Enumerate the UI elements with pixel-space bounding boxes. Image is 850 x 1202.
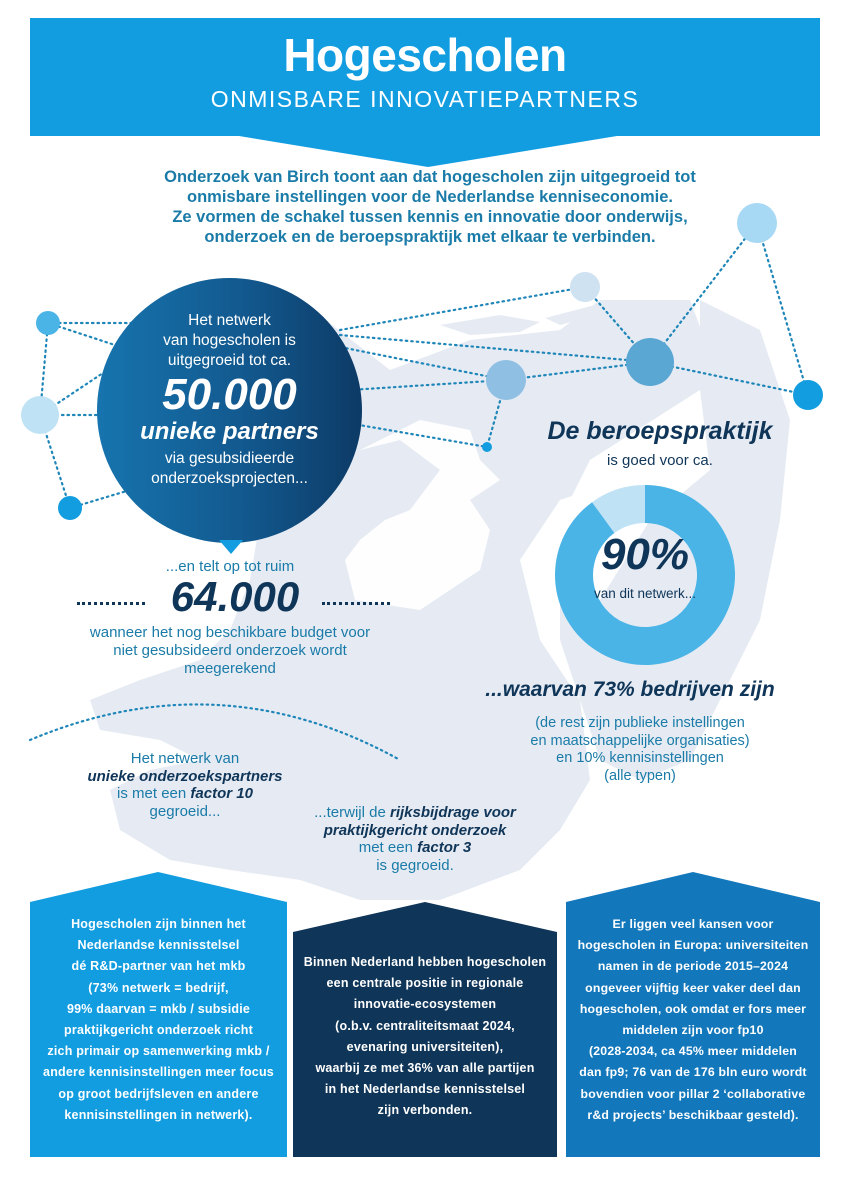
caption-line: wanneer het nog beschikbare budget voor <box>89 624 371 641</box>
growth-line: is met een factor 10 <box>117 785 253 802</box>
growth-line: gegroeid... <box>149 802 221 820</box>
circle-pointer <box>219 540 243 554</box>
growth-funding-text <box>305 804 525 874</box>
page-title: Hogescholen <box>283 29 567 81</box>
business-share-line: ...waarvan 73% bedrijven zijn <box>485 678 775 701</box>
intro-line: onderzoek en de beroepspraktijk met elkaar te verbinden. <box>204 228 656 246</box>
intro-line: onmisbare instellingen voor de Nederlandse kenniseconomie. <box>187 188 673 206</box>
growth-highlight: praktijkgericht onderzoek <box>323 821 507 839</box>
extended-count: 64.000 <box>170 573 300 620</box>
circle-line: onderzoeksprojecten... <box>151 470 308 487</box>
extended-caption <box>70 624 390 678</box>
info-box-text: Hogescholen zijn binnen het Nederlandse kennisstelsel dé R&D-partner van het mkb (73% netwerk = bedrijf, 99% daarvan = mkb / subsidie praktijkgericht onderzoek richt zich primair op samenwerking mkb / andere kennisinstellingen meer focus op groot bedrijfsleven en andere kennisinstellingen in netwerk). <box>43 917 274 1122</box>
network-node <box>486 360 526 400</box>
partners-count: 50.000 <box>162 370 297 419</box>
network-node <box>793 380 823 410</box>
caption-line: meegerekend <box>184 660 276 677</box>
growth-line: met een factor 3 <box>358 839 472 856</box>
dotted-divider-right <box>322 602 390 605</box>
growth-line: Het netwerk van <box>130 750 240 767</box>
practice-percent-caption: van dit netwerk... <box>593 586 697 601</box>
network-node <box>482 442 492 452</box>
network-node <box>570 272 600 302</box>
circle-line: via gesubsidieerde <box>164 450 295 467</box>
circle-line: uitgegroeid tot ca. <box>167 352 292 369</box>
growth-factor: factor 10 <box>190 785 253 802</box>
info-box-mkb <box>30 872 287 1157</box>
info-box-text: Er liggen veel kansen voor hogescholen in Europa: universiteiten namen in de periode 2015–2024 ongeveer vijftig keer vaker deel dan hogescholen, ook omdat er fors meer middelen zijn voor fp10 (2028-2034, ca 45% meer middelen dan fp9; 76 van de 176 bln euro wordt bovendien voor pillar 2 ‘collaborative r&d projects’ beschikbaar gesteld). <box>577 917 809 1122</box>
caption-line: niet gesubsideerd onderzoek wordt <box>113 642 347 659</box>
info-box-regional <box>293 902 557 1157</box>
growth-factor: factor 3 <box>417 839 472 856</box>
info-box-europe <box>566 872 820 1157</box>
dotted-divider-left <box>77 602 145 605</box>
network-node <box>36 311 60 335</box>
partners-label: unieke partners <box>140 418 319 445</box>
intro-paragraph <box>130 167 730 247</box>
note-line: (de rest zijn publieke instellingen <box>535 715 745 731</box>
intro-line: Onderzoek van Birch toont aan dat hogescholen zijn uitgegroeid tot <box>164 168 696 186</box>
note-line: en 10% kennisinstellingen <box>556 750 724 766</box>
growth-highlight: unieke onderzoekspartners <box>87 767 283 785</box>
growth-highlight: rijksbijdrage voor <box>389 804 516 821</box>
practice-subheading: is goed voor ca. <box>607 452 713 469</box>
circle-line: Het netwerk <box>188 312 271 329</box>
practice-note <box>470 715 810 785</box>
growth-network-text <box>75 750 295 820</box>
extended-intro: ...en telt op tot ruim <box>165 558 295 575</box>
note-line: en maatschappelijke organisaties) <box>530 732 750 749</box>
network-node <box>21 396 59 434</box>
header-banner-pointer <box>233 135 623 167</box>
practice-percent: 90% <box>600 530 690 579</box>
network-node <box>58 496 82 520</box>
circle-line: van hogescholen is <box>163 332 296 349</box>
practice-heading: De beroepspraktijk <box>547 417 773 445</box>
intro-line: Ze vormen de schakel tussen kennis en innovatie door onderwijs, <box>172 208 688 226</box>
note-line: (alle typen) <box>604 767 676 784</box>
page-subtitle: ONMISBARE INNOVATIEPARTNERS <box>210 86 640 112</box>
info-box-text: Binnen Nederland hebben hogescholen een centrale positie in regionale innovatie-ecosystemen (o.b.v. centraliteitsmaat 2024, evenaring universiteiten), waarbij ze met 36% van alle partijen in het Nederlandse kennisstelsel zijn verbonden. <box>303 955 547 1118</box>
growth-line: is gegroeid. <box>376 856 454 874</box>
network-node <box>737 203 777 243</box>
growth-line: ...terwijl de rijksbijdrage voor <box>314 804 516 821</box>
network-node <box>626 338 674 386</box>
